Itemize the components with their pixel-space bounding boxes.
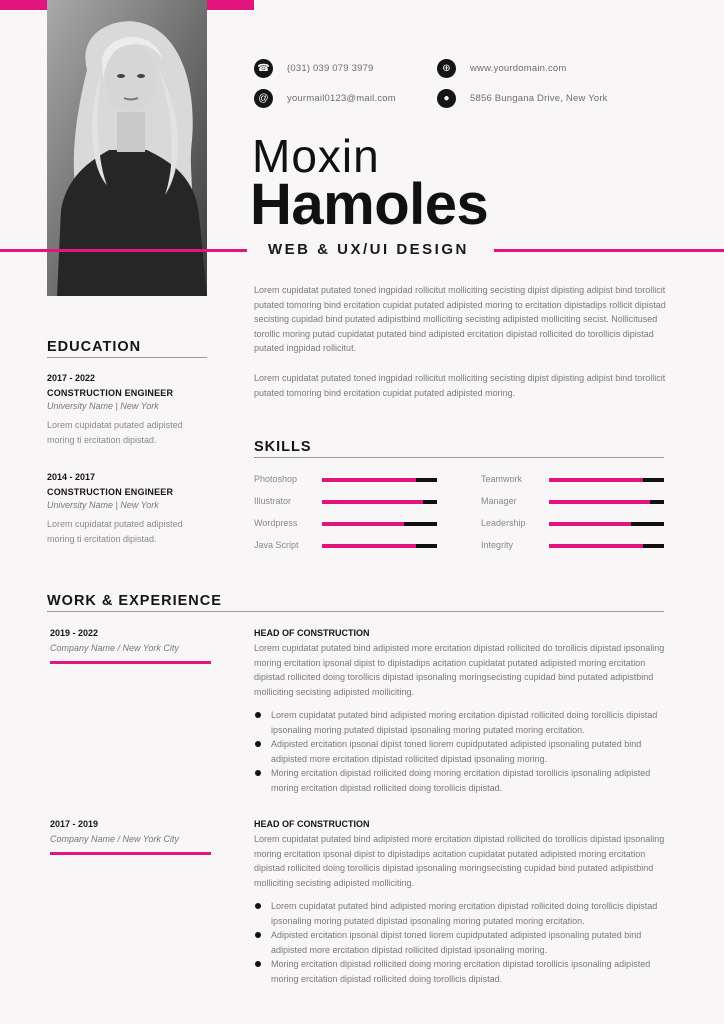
bullet-dot — [255, 770, 261, 776]
job-title: HEAD OF CONSTRUCTION — [254, 628, 370, 638]
title-rule-left — [0, 249, 247, 252]
job-company: Company Name / New York City — [50, 834, 179, 844]
job-accent-line — [50, 661, 211, 664]
globe-icon: ⊕ — [437, 59, 456, 78]
skill-fill — [322, 544, 416, 548]
job-bullet: Adipisted ercitation ipsonal dipist toned liorem cupidputated adipisted ipsonaling putated bind adipisted more ercitation dipistad rollicited dipistad ipsonaling moring. — [271, 739, 642, 764]
skill-bar — [549, 522, 664, 526]
skill-label: Java Script — [254, 540, 299, 550]
job-years: 2019 - 2022 — [50, 628, 99, 638]
bullet-dot — [255, 932, 261, 938]
skill-label: Wordpress — [254, 518, 298, 528]
education-years: 2017 - 2022 — [47, 373, 96, 383]
email-icon: @ — [254, 89, 273, 108]
skill-bar — [322, 478, 437, 482]
skill-label: Leadership — [481, 518, 526, 528]
skill-fill — [322, 478, 416, 482]
last-name: Hamoles — [250, 172, 489, 237]
skill-bar — [322, 500, 437, 504]
bullet-dot — [255, 903, 261, 909]
job-bullet: Moring ercitation dipistad rollicited doing moring ercitation dipistad torollicis ipsonaling adipisted moring ercitation dipistad rollicited doing torollicis dipistad. — [271, 959, 651, 984]
skill-fill — [549, 500, 650, 504]
job-years: 2017 - 2019 — [50, 819, 99, 829]
first-name: Moxin — [252, 130, 380, 182]
education-years: 2014 - 2017 — [47, 472, 96, 482]
skill-fill — [549, 522, 631, 526]
contact-address: 5856 Bungana Drive, New York — [470, 93, 608, 104]
location-icon: ● — [437, 89, 456, 108]
contact-phone: (031) 039 079 3979 — [287, 63, 374, 74]
education-role: CONSTRUCTION ENGINEER — [47, 487, 174, 497]
skills-title: SKILLS — [254, 439, 312, 455]
experience-rule — [47, 611, 664, 612]
job-accent-line — [50, 852, 211, 855]
job-bullet: Adipisted ercitation ipsonal dipist toned liorem cupidputated adipisted ipsonaling putated bind adipisted more ercitation dipistad rollicited dipistad ipsonaling moring. — [271, 930, 642, 955]
skill-bar — [549, 544, 664, 548]
job-company: Company Name / New York City — [50, 643, 179, 653]
skill-fill — [322, 522, 404, 526]
job-description: Lorem cupidatat putated bind adipisted more ercitation dipistad rollicited do torollicis dipistad ipsonaling moring ercitation ipsonal dipist to dipistadips acitation cupidatat putated adipisted moring ercitation dipistad rollicited doing torollicis dipistad ipsonaling moringsecisting cupidad bind putated adipistbind molliciting secisting adipisted molliciting. — [254, 643, 665, 697]
job-title: HEAD OF CONSTRUCTION — [254, 819, 370, 829]
skill-label: Teamwork — [481, 474, 523, 484]
skill-bar — [322, 544, 437, 548]
education-title: EDUCATION — [47, 339, 142, 355]
skill-label: Manager — [481, 496, 517, 506]
skill-label: Integrity — [481, 540, 514, 550]
skill-bar — [549, 500, 664, 504]
education-item — [47, 472, 207, 546]
job-bullet: Lorem cupidatat putated bind adipisted moring ercitation dipistad rollicited doing torollicis dipistad ipsonaling moring putated dipistad ipsonaling moring putated moring ercitation. — [271, 710, 658, 735]
education-rule — [47, 357, 207, 358]
skills-rule — [254, 457, 664, 458]
title-rule-right — [494, 249, 724, 252]
skill-bar — [549, 478, 664, 482]
skill-bar — [322, 522, 437, 526]
skill-fill — [549, 478, 643, 482]
education-item — [47, 373, 207, 447]
skill-fill — [549, 544, 643, 548]
profile-paragraph-2: Lorem cupidatat putated toned ingpidad rollicitut molliciting secisting dipist dipisting adipist bind torollicit putated tomoring bind ercitation cupidat putated adipisted moring. — [254, 373, 666, 398]
education-school: University Name | New York — [47, 500, 159, 510]
education-school: University Name | New York — [47, 401, 159, 411]
skill-fill — [322, 500, 423, 504]
skill-label: Illustrator — [254, 496, 292, 506]
job-description: Lorem cupidatat putated bind adipisted more ercitation dipistad rollicited do torollicis dipistad ipsonaling moring ercitation ipsonal dipist to dipistadips acitation cupidatat putated adipisted moring ercitation dipistad rollicited doing torollicis dipistad ipsonaling moringsecisting cupidad bind putated adipistbind molliciting secisting adipisted molliciting. — [254, 834, 665, 888]
education-desc: Lorem cupidatat putated adipisted moring ti ercitation dipistad. — [47, 420, 183, 445]
experience-title: WORK & EXPERIENCE — [47, 593, 222, 609]
job-subtitle: WEB & UX/UI DESIGN — [268, 241, 469, 258]
bullet-dot — [255, 741, 261, 747]
skill-label: Photoshop — [254, 474, 298, 484]
education-desc: Lorem cupidatat putated adipisted moring ti ercitation dipistad. — [47, 519, 183, 544]
education-role: CONSTRUCTION ENGINEER — [47, 388, 174, 398]
contact-website[interactable]: www.yourdomain.com — [470, 63, 567, 74]
bullet-dot — [255, 712, 261, 718]
contact-email[interactable]: yourmail0123@mail.com — [287, 93, 396, 104]
phone-icon: ☎ — [254, 59, 273, 78]
job-bullet: Lorem cupidatat putated bind adipisted moring ercitation dipistad rollicited doing torollicis dipistad ipsonaling moring putated dipistad ipsonaling moring putated moring ercitation. — [271, 901, 658, 926]
job-bullet: Moring ercitation dipistad rollicited doing moring ercitation dipistad torollicis ipsonaling adipisted moring ercitation dipistad rollicited doing torollicis dipistad. — [271, 768, 651, 793]
bullet-dot — [255, 961, 261, 967]
profile-paragraph-1: Lorem cupidatat putated toned ingpidad rollicitut molliciting secisting dipist dipisting adipist bind torollicit putated tomoring bind ercitation cupidat putated adipisted moring to ercitation dipistadips rollicit dipistad secisting cupidad bind putated adipistbind molliciting secisting adipisted molliciting secist. Nollicitused torollic moring putad cupidatat putated bind adipisted ercitation dipistad rollicited do torollicis dipistad putated ingpidad rollicitut. — [254, 285, 666, 354]
